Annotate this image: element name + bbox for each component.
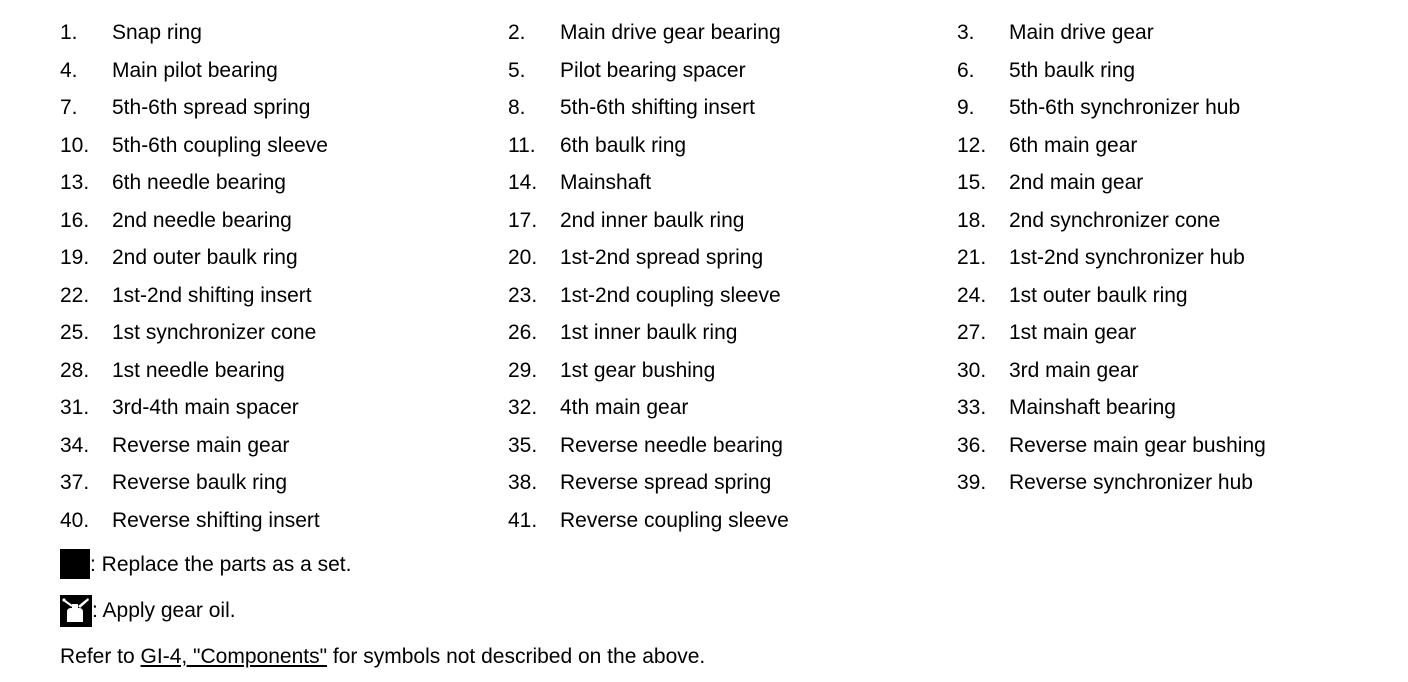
- item-name: Main drive gear: [1009, 21, 1154, 44]
- item-number: 32.: [508, 396, 538, 419]
- item-number: 27.: [957, 321, 987, 344]
- item-number: 3.: [957, 21, 975, 44]
- item-name: Reverse synchronizer hub: [1009, 471, 1253, 494]
- item-number: 25.: [60, 321, 90, 344]
- item-name: 1st-2nd shifting insert: [112, 283, 312, 307]
- reference-line: [60, 642, 705, 672]
- item-number: 13.: [60, 171, 90, 194]
- item-number: 20.: [508, 246, 538, 269]
- item-name: 5th-6th synchronizer hub: [1009, 96, 1241, 119]
- item-name: 1st-2nd spread spring: [560, 246, 764, 269]
- oil-note: [60, 595, 236, 631]
- oil-can-icon: [60, 595, 92, 627]
- item-name: 5th baulk ring: [1009, 58, 1136, 82]
- item-name: 4th main gear: [560, 396, 689, 419]
- item-number: 6.: [957, 58, 975, 82]
- item-number: 39.: [957, 471, 987, 494]
- reference-suffix: for symbols not described on the above.: [327, 645, 706, 668]
- item-name: 1st-2nd synchronizer hub: [1009, 246, 1245, 269]
- item-number: 5.: [508, 58, 526, 82]
- item-name: 2nd main gear: [1009, 171, 1144, 194]
- item-name: 2nd outer baulk ring: [112, 246, 298, 269]
- item-number: 7.: [60, 96, 78, 119]
- item-name: Pilot bearing spacer: [560, 58, 746, 82]
- item-name: Snap ring: [112, 21, 202, 44]
- item-number: 16.: [60, 208, 90, 232]
- item-number: 23.: [508, 283, 538, 307]
- item-name: Reverse coupling sleeve: [560, 508, 789, 532]
- item-number: 15.: [957, 171, 987, 194]
- item-name: 1st synchronizer cone: [112, 321, 317, 344]
- item-name: 5th-6th coupling sleeve: [112, 133, 328, 157]
- item-number: 36.: [957, 433, 987, 457]
- item-name: 5th-6th spread spring: [112, 96, 311, 119]
- item-name: 3rd main gear: [1009, 358, 1139, 382]
- item-name: 6th needle bearing: [112, 171, 286, 194]
- item-name: 2nd synchronizer cone: [1009, 208, 1221, 232]
- item-name: 1st needle bearing: [112, 358, 285, 382]
- components-reference-link[interactable]: GI-4, "Components": [140, 645, 328, 668]
- item-number: 12.: [957, 133, 987, 157]
- item-number: 17.: [508, 208, 538, 232]
- item-name: 1st main gear: [1009, 321, 1137, 344]
- oil-note-text: : Apply gear oil.: [92, 599, 236, 622]
- item-name: Reverse main gear: [112, 433, 290, 457]
- item-name: 2nd inner baulk ring: [560, 208, 745, 232]
- item-name: Main pilot bearing: [112, 58, 278, 82]
- item-number: 9.: [957, 96, 975, 119]
- set-note-text: : Replace the parts as a set.: [90, 553, 352, 576]
- reference-prefix: Refer to: [60, 645, 141, 668]
- item-name: Reverse shifting insert: [112, 508, 320, 532]
- item-name: 3rd-4th main spacer: [112, 396, 299, 419]
- item-number: 24.: [957, 283, 987, 307]
- item-name: Reverse main gear bushing: [1009, 433, 1266, 457]
- filled-square-icon: [60, 549, 90, 579]
- item-number: 8.: [508, 96, 526, 119]
- item-number: 30.: [957, 358, 987, 382]
- item-number: 21.: [957, 246, 987, 269]
- item-number: 31.: [60, 396, 90, 419]
- item-number: 10.: [60, 133, 90, 157]
- item-number: 28.: [60, 358, 90, 382]
- item-name: 1st inner baulk ring: [560, 321, 738, 344]
- item-number: 14.: [508, 171, 538, 194]
- item-number: 2.: [508, 21, 526, 44]
- item-number: 34.: [60, 433, 90, 457]
- item-number: 22.: [60, 283, 90, 307]
- item-number: 38.: [508, 471, 538, 494]
- item-number: 29.: [508, 358, 538, 382]
- item-number: 40.: [60, 508, 90, 532]
- item-name: 6th main gear: [1009, 133, 1138, 157]
- item-number: 37.: [60, 471, 90, 494]
- item-name: Mainshaft: [560, 171, 652, 194]
- item-name: Reverse spread spring: [560, 471, 772, 494]
- item-number: 33.: [957, 396, 987, 419]
- item-number: 35.: [508, 433, 538, 457]
- item-name: 6th baulk ring: [560, 133, 687, 157]
- item-number: 41.: [508, 508, 538, 532]
- item-number: 19.: [60, 246, 90, 269]
- item-name: 5th-6th shifting insert: [560, 96, 755, 119]
- item-number: 26.: [508, 321, 538, 344]
- item-number: 4.: [60, 58, 78, 82]
- item-number: 18.: [957, 208, 987, 232]
- item-name: 1st outer baulk ring: [1009, 283, 1188, 307]
- item-name: Reverse baulk ring: [112, 471, 288, 494]
- item-name: 1st-2nd coupling sleeve: [560, 283, 781, 307]
- item-number: 11.: [508, 133, 536, 157]
- item-number: 1.: [60, 21, 78, 44]
- set-note: [60, 549, 351, 581]
- item-name: 2nd needle bearing: [112, 208, 292, 232]
- item-name: Mainshaft bearing: [1009, 396, 1176, 419]
- item-name: Reverse needle bearing: [560, 433, 783, 457]
- item-name: Main drive gear bearing: [560, 21, 781, 44]
- item-name: 1st gear bushing: [560, 358, 716, 382]
